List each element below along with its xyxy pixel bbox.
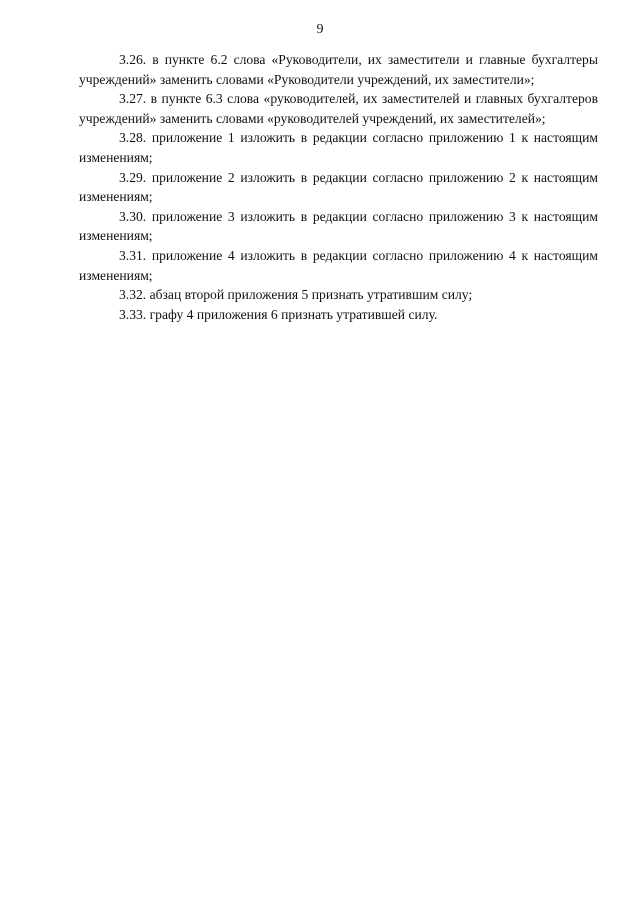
paragraph-3-31: 3.31. приложение 4 изложить в редакции согласно приложению 4 к настоящим изменениям; [79,247,598,283]
paragraph-3-33: 3.33. графу 4 приложения 6 признать утратившей силу. [119,306,438,322]
paragraph-3-32: 3.32. абзац второй приложения 5 признать утратившим силу; [119,287,473,303]
paragraph-3-28: 3.28. приложение 1 изложить в редакции согласно приложению 1 к настоящим изменениям; [79,130,598,165]
document-body [79,50,598,324]
paragraph-3-27: 3.27. в пункте 6.3 слова «руководителей, их заместителей и главных бухгалтеров учреждений» заменить словами «руководителей учреждений, их заместителей»; [79,91,598,126]
paragraph-3-30: 3.30. приложение 3 изложить в редакции согласно приложению 3 к настоящим изменениям; [79,208,598,244]
page-number: 9 [316,22,324,37]
paragraph-3-26: 3.26. в пункте 6.2 слова «Руководители, их заместители и главные бухгалтеры учреждений» заменить словами «Руководители учреждений, их заместители»; [79,52,598,87]
paragraph-3-29: 3.29. приложение 2 изложить в редакции согласно приложению 2 к настоящим изменениям; [79,169,598,205]
